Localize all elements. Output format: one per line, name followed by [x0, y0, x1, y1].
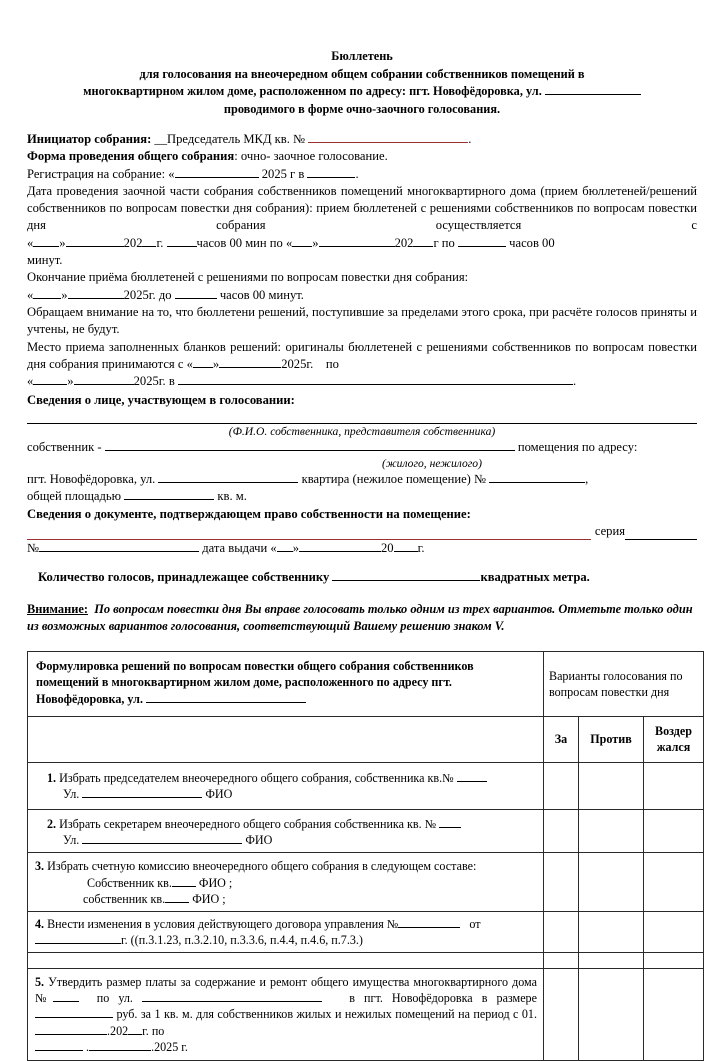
column-header-protiv: Против	[579, 717, 644, 763]
title-line-3	[27, 83, 697, 101]
area-value-blank[interactable]	[124, 499, 214, 500]
form-label: Форма проведения общего собрания	[27, 149, 235, 164]
question-5-text-h: .2025 г.	[151, 1040, 188, 1055]
vote-cell-za-5[interactable]	[544, 968, 579, 1060]
question-cell-1	[28, 762, 544, 809]
document-date-day-blank[interactable]	[277, 551, 293, 552]
votes-count-line	[27, 569, 697, 586]
document-date-c: 20	[380, 541, 394, 556]
fio-caption: (Ф.И.О. собственника, представителя собственника)	[228, 424, 496, 438]
column-header-vozderzhalsya	[644, 717, 704, 763]
initiator-dot: .	[468, 132, 472, 146]
address-apartment-blank[interactable]	[489, 482, 585, 483]
initiator-label: Инициатор собрания:	[27, 132, 152, 146]
address-street-blank[interactable]	[158, 482, 298, 483]
place-month-blank[interactable]	[219, 367, 281, 368]
table-header-question-text: Формулировка решений по вопросам повестки общего собрания собственников помещений в многоквартирном жилом доме, расположенного по адресу пгт. Новофёдоровка, ул.	[36, 658, 474, 706]
question-3-apartment-1-blank[interactable]	[172, 886, 196, 887]
date-hour-blank[interactable]	[167, 246, 197, 247]
registration-place-blank[interactable]	[307, 177, 355, 178]
question-5-house-blank[interactable]	[53, 1001, 79, 1002]
address-line	[27, 471, 697, 488]
initiator-line	[27, 131, 697, 148]
table-header-variants: Варианты голосования по вопросам повестки дня	[544, 651, 704, 716]
vote-cell-protiv-5[interactable]	[579, 968, 644, 1060]
question-4-ot: от	[469, 916, 481, 931]
question-2-text: Избрать секретарем внеочередного общего собрания собственника кв. №	[59, 816, 437, 831]
vote-cell-vozderzhalsya-4[interactable]	[644, 911, 704, 952]
question-4-line-2	[35, 932, 537, 948]
question-4-line-1	[35, 916, 537, 932]
person-info-header: Сведения о лице, участвующем в голосовании:	[27, 393, 295, 408]
date-year2-prefix: 202	[394, 235, 414, 250]
votes-count-unit: квадратных метра.	[480, 569, 590, 584]
form-value: : очно- заочное голосование.	[234, 149, 388, 164]
vote-cell-vozderzhalsya-3[interactable]	[644, 853, 704, 911]
spacer-cell-protiv	[579, 952, 644, 968]
vote-cell-vozderzhalsya-5[interactable]	[644, 968, 704, 1060]
question-5-line-1	[35, 974, 537, 1040]
place-day-blank[interactable]	[193, 367, 213, 368]
area-line	[27, 488, 697, 505]
question-2-street-label: Ул.	[63, 833, 80, 848]
vote-cell-za-4[interactable]	[544, 911, 579, 952]
table-header-row	[28, 651, 704, 716]
page-title: Бюллетень	[331, 49, 393, 63]
question-5-amount-blank[interactable]	[35, 1017, 113, 1018]
question-3-apartment-2-blank[interactable]	[165, 902, 189, 903]
address-text-b: квартира (нежилое помещение) №	[301, 472, 487, 487]
question-5-text-c: в пгт. Новофёдоровка в размере	[349, 990, 537, 1005]
date-day2-blank[interactable]	[292, 246, 312, 247]
question-3-fio-1: ФИО ;	[198, 875, 233, 890]
form-line	[27, 148, 697, 165]
document-number-blank[interactable]	[39, 551, 199, 552]
question-4-contract-blank[interactable]	[398, 927, 460, 928]
end-q1: «	[27, 287, 34, 302]
question-2-apartment-blank[interactable]	[439, 827, 461, 828]
attention-label: Внимание:	[27, 601, 88, 616]
end-year-text: 2025г. до	[123, 287, 172, 302]
spacer-cell-vozderzhalsya	[644, 952, 704, 968]
question-2-fio: ФИО	[245, 833, 273, 848]
voting-table	[27, 651, 704, 1061]
owner-tail: помещения по адресу:	[517, 439, 638, 454]
owner-label: собственник -	[27, 439, 102, 454]
document-date-year-blank[interactable]	[394, 551, 418, 552]
question-1-line-2	[35, 786, 537, 802]
title-line-4: проводимого в форме очно-заочного голосования.	[223, 101, 501, 116]
end-blanks-line	[27, 287, 697, 304]
vote-cell-protiv-2[interactable]	[579, 809, 644, 853]
place-q4: »	[67, 374, 74, 389]
vote-cell-za-1[interactable]	[544, 762, 579, 809]
vote-cell-vozderzhalsya-1[interactable]	[644, 762, 704, 809]
vote-cell-za-2[interactable]	[544, 809, 579, 853]
table-subheader-empty	[28, 717, 544, 763]
question-5-year-blank[interactable]	[128, 1034, 142, 1035]
title-line-2: для голосования на внеочередном общем собрании собственников помещений в	[139, 66, 585, 81]
question-2-number: 2.	[47, 816, 57, 831]
question-1-apartment-blank[interactable]	[457, 781, 487, 782]
place-q3: «	[27, 374, 34, 389]
document-number-label: №	[27, 541, 40, 556]
question-cell-4	[28, 911, 544, 952]
date-month2-blank[interactable]	[319, 246, 395, 247]
owner-type-blank[interactable]	[105, 450, 515, 451]
question-5-text-a: Утвердить размер платы за содержание и ремонт общего имущества многоквартирного дома №	[35, 974, 537, 1005]
place-text-a: Место приема заполненных бланков решений: оригиналы бюллетеней с решениями собственников по вопросам повестки дня собрания принимаются с «	[27, 339, 697, 371]
place-year-text: 2025г.	[281, 356, 314, 371]
registration-text-b: 2025 г в	[261, 166, 305, 181]
date-g: г.	[156, 235, 164, 250]
date-year-blank[interactable]	[142, 246, 156, 247]
question-5-period-end-day-blank[interactable]	[35, 1050, 83, 1051]
area-label: общей площадью	[27, 489, 122, 504]
place-dot: .	[572, 374, 577, 389]
question-1-line-1	[35, 770, 537, 786]
question-5-text-f: г. по	[142, 1023, 165, 1038]
date-hours2-text: часов 00	[509, 235, 555, 250]
address-comma: ,	[585, 472, 589, 487]
end-q2: »	[61, 287, 68, 302]
registration-line	[27, 166, 697, 183]
table-row	[28, 968, 704, 1060]
end-hour-blank[interactable]	[175, 298, 217, 299]
question-5-street-blank[interactable]	[142, 1001, 322, 1002]
question-4-number: 4.	[35, 916, 45, 931]
question-3-owner-2: собственник кв.	[83, 892, 166, 907]
title-street-blank[interactable]	[545, 94, 641, 95]
table-row	[28, 853, 704, 911]
date-q2: »	[59, 235, 66, 250]
document-number-line	[27, 540, 697, 557]
vozderzhalsya-part-2: жался	[656, 740, 691, 755]
initiator-apartment-blank[interactable]	[308, 142, 468, 143]
notice-paragraph: Обращаем внимание на то, что бюллетени решений, поступившие за пределами этого срока, при расчёте голосов приняты и учтены, не будут.	[27, 304, 697, 337]
question-1-street-blank[interactable]	[82, 797, 202, 798]
date-hours-text: часов 00 мин по «	[196, 235, 293, 250]
table-subheader-row	[28, 717, 704, 763]
address-text-a: пгт. Новофёдоровка, ул.	[27, 472, 156, 487]
document-date-month-blank[interactable]	[299, 551, 381, 552]
question-5-period-start-blank[interactable]	[35, 1034, 107, 1035]
votes-count-blank[interactable]	[332, 580, 480, 581]
date-q3: »	[312, 235, 319, 250]
end-day-blank[interactable]	[33, 298, 61, 299]
date-paragraph-text: Дата проведения заочной части собрания собственников помещений многоквартирного дома (прием бюллетеней/решений собственников по вопросам повестки дня собрания): прием бюллетеней с решениями собственников по вопросам повестки дня собрания осуществляется с	[27, 183, 697, 233]
fio-blank-line[interactable]	[27, 410, 697, 424]
question-3-line-2	[35, 875, 537, 891]
initiator-value: __Председатель МКД кв. №	[154, 132, 306, 146]
place-year2-text: 2025г. в	[133, 374, 175, 389]
question-4-items: г. ((п.3.1.23, п.3.2.10, п.3.3.6, п.4.4, п.4.6, п.7.3.)	[121, 933, 363, 948]
document-body	[27, 131, 697, 636]
question-4-date-blank[interactable]	[35, 943, 121, 944]
registration-text-c: .	[355, 166, 359, 181]
end-month-blank[interactable]	[68, 298, 124, 299]
question-4-text: Внести изменения в условия действующего договора управления №	[47, 916, 399, 931]
place-line-2	[27, 373, 697, 390]
table-row	[28, 809, 704, 853]
votes-count-label: Количество голосов, принадлежащее собственнику	[38, 569, 330, 584]
question-1-street-label: Ул.	[63, 787, 80, 802]
title-line-3-text: многоквартирном жилом доме, расположенном по адресу: пгт. Новофёдоровка, ул.	[83, 84, 542, 98]
area-unit: кв. м.	[217, 489, 247, 504]
question-cell-3	[28, 853, 544, 911]
date-year2-blank[interactable]	[413, 246, 433, 247]
question-2-line-1	[35, 816, 537, 832]
place-month2-blank[interactable]	[74, 384, 134, 385]
spacer-cell-za	[544, 952, 579, 968]
spacer-cell-question	[28, 952, 544, 968]
question-5-text-d: руб. за 1 кв. м. для собственников жилых и нежилых помещений на период с 01.	[116, 1007, 537, 1022]
question-2-line-2	[35, 832, 537, 848]
question-3-fio-2: ФИО ;	[192, 892, 226, 907]
vozderzhalsya-part-1: Воздер	[655, 724, 692, 739]
date-month-blank[interactable]	[66, 246, 124, 247]
table-row	[28, 762, 704, 809]
question-3-owner-1: Собственник кв.	[87, 875, 172, 890]
date-hour2-blank[interactable]	[458, 246, 506, 247]
document-seria-blank[interactable]	[625, 539, 697, 540]
place-paragraph	[27, 339, 697, 374]
vote-cell-vozderzhalsya-2[interactable]	[644, 809, 704, 853]
question-cell-5	[28, 968, 544, 1060]
table-row	[28, 911, 704, 952]
place-address-blank[interactable]	[178, 384, 573, 385]
end-label-line: Окончание приёма бюллетеней с решениями по вопросам повестки дня собрания:	[27, 270, 469, 285]
question-cell-2	[28, 809, 544, 853]
zhiloe-caption: (жилого, нежилого)	[382, 457, 482, 471]
question-3-line-3	[35, 891, 537, 907]
attention-block	[27, 601, 697, 636]
question-5-text-e: .202	[107, 1023, 129, 1038]
vote-cell-za-3[interactable]	[544, 853, 579, 911]
question-2-street-blank[interactable]	[82, 843, 242, 844]
question-5-period-end-month-blank[interactable]	[89, 1050, 151, 1051]
table-spacer-row	[28, 952, 704, 968]
date-day-blank[interactable]	[33, 246, 59, 247]
question-3-number: 3.	[35, 859, 45, 874]
question-5-text-g: .	[86, 1040, 90, 1055]
column-header-za: За	[544, 717, 579, 763]
date-q1: «	[27, 235, 34, 250]
question-1-text: Избрать председателем внеочередного общего собрания, собственника кв.№	[59, 770, 454, 785]
date-paragraph	[27, 183, 697, 235]
question-1-fio: ФИО	[205, 787, 233, 802]
date-year-prefix: 202	[123, 235, 143, 250]
place-po: по	[325, 356, 339, 371]
vote-cell-protiv-4[interactable]	[579, 911, 644, 952]
vote-cell-protiv-1[interactable]	[579, 762, 644, 809]
document-seria-label: серия	[594, 523, 625, 538]
document-title-block	[27, 48, 697, 118]
date-g2: г по	[433, 235, 455, 250]
document-date-d: г.	[417, 541, 425, 556]
registration-date-blank[interactable]	[175, 177, 259, 178]
question-5-number: 5.	[35, 974, 45, 989]
question-3-text: Избрать счетную комиссию внеочередного общего собрания в следующем составе:	[47, 859, 477, 874]
document-info-header: Сведения о документе, подтверждающем право собственности на помещение:	[27, 506, 471, 521]
place-q2: »	[212, 356, 220, 371]
table-header-street-blank[interactable]	[146, 702, 306, 703]
question-1-number: 1.	[47, 770, 57, 785]
table-header-question	[28, 651, 544, 716]
question-5-text-b: по ул.	[96, 990, 133, 1005]
registration-text-a: Регистрация на собрание: «	[27, 166, 175, 181]
date-minutes-line: минут.	[27, 253, 63, 268]
document-date-b: »	[292, 541, 299, 556]
place-day2-blank[interactable]	[33, 384, 67, 385]
owner-line	[27, 439, 697, 456]
question-5-line-2	[35, 1039, 537, 1055]
document-seria-line	[27, 523, 697, 540]
question-3-line-1	[35, 858, 537, 874]
date-blanks-line	[27, 235, 697, 252]
document-date-a: дата выдачи «	[202, 541, 277, 556]
end-minutes-text: часов 00 минут.	[219, 287, 304, 302]
vote-cell-protiv-3[interactable]	[579, 853, 644, 911]
attention-text: По вопросам повестки дня Вы вправе голосовать только одним из трех вариантов. Отметьте только один из возможных вариантов голосования, соответствующий Вашему решению знаком V.	[27, 601, 693, 634]
